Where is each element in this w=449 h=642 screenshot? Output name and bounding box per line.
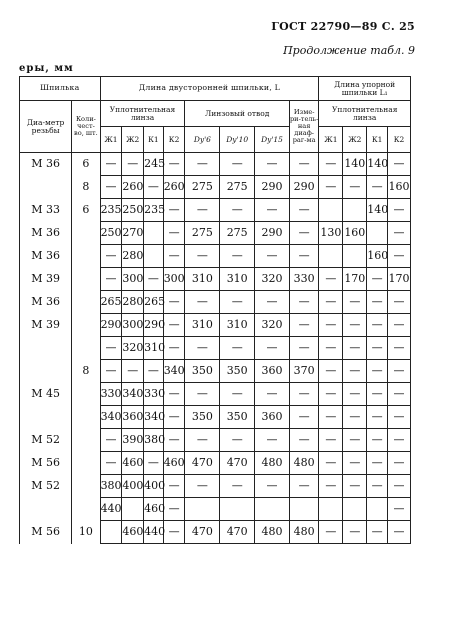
length-cell: 260 — [122, 176, 144, 199]
table-row — [20, 153, 411, 176]
length-cell: — — [367, 291, 388, 314]
length-cell: — — [100, 360, 122, 383]
length-cell: — — [367, 406, 388, 429]
length-cell: 360 — [255, 360, 290, 383]
thread-diameter-cell: М 56 — [20, 452, 72, 475]
table-body — [20, 153, 411, 544]
length-cell: — — [255, 429, 290, 452]
length-cell — [144, 245, 164, 268]
length-cell — [289, 498, 318, 521]
table-row — [20, 452, 411, 475]
length-cell: 470 — [220, 521, 255, 544]
subheader: Ж2 — [122, 127, 144, 153]
length-cell: — — [100, 337, 122, 360]
length-cell: 400 — [144, 475, 164, 498]
standard-number: ГОСТ 22790—89 С. 25 — [271, 20, 415, 33]
quantity-cell — [72, 314, 100, 337]
subheader: Ж2 — [343, 127, 367, 153]
thread-diameter-cell: М 52 — [20, 429, 72, 452]
thread-diameter-cell — [20, 406, 72, 429]
length-cell: — — [319, 337, 343, 360]
quantity-cell — [72, 498, 100, 521]
subheader: Ж1 — [319, 127, 343, 153]
length-cell: 250 — [122, 199, 144, 222]
length-cell: 275 — [220, 222, 255, 245]
length-cell: 275 — [185, 176, 220, 199]
sealing-lens-2-header: Уплотнительная линза — [319, 101, 411, 127]
length-cell: — — [289, 222, 318, 245]
quantity-cell: 6 — [72, 153, 100, 176]
length-cell: — — [367, 360, 388, 383]
thread-diameter-cell: М 56 — [20, 521, 72, 544]
length-cell: — — [255, 383, 290, 406]
length-cell: 300 — [163, 268, 185, 291]
length-cell: — — [100, 452, 122, 475]
length-cell: — — [255, 475, 290, 498]
length-cell: — — [367, 176, 388, 199]
length-cell: 235 — [144, 199, 164, 222]
thread-diameter-cell — [20, 360, 72, 383]
length-cell: 310 — [185, 268, 220, 291]
length-cell: — — [387, 521, 410, 544]
length-cell: 360 — [122, 406, 144, 429]
length-cell: — — [319, 452, 343, 475]
length-cell: — — [319, 406, 343, 429]
quantity-cell: 8 — [72, 360, 100, 383]
length-cell: — — [100, 153, 122, 176]
length-cell: 300 — [122, 314, 144, 337]
length-cell: 460 — [144, 498, 164, 521]
length-cell: — — [387, 452, 410, 475]
length-cell: — — [220, 429, 255, 452]
subheader: К1 — [367, 127, 388, 153]
length-cell — [122, 498, 144, 521]
length-cell: 460 — [122, 452, 144, 475]
length-cell — [367, 498, 388, 521]
length-cell: — — [220, 383, 255, 406]
quantity-cell — [72, 429, 100, 452]
length-cell: — — [163, 521, 185, 544]
length-cell: — — [255, 245, 290, 268]
length-cell: — — [185, 199, 220, 222]
sealing-lens-header: Уплотнительная линза — [100, 101, 185, 127]
length-cell — [343, 245, 367, 268]
length-cell: 290 — [255, 176, 290, 199]
length-cell: — — [144, 268, 164, 291]
length-cell: — — [343, 406, 367, 429]
length-cell: — — [319, 383, 343, 406]
thread-diameter-cell: М 52 — [20, 475, 72, 498]
units-caption: еры, мм — [19, 63, 74, 74]
length-cell: — — [289, 475, 318, 498]
length-cell: 140 — [367, 153, 388, 176]
length-cell: — — [100, 176, 122, 199]
thread-diameter-cell: М 39 — [20, 314, 72, 337]
length-cell: 340 — [163, 360, 185, 383]
subheader: К2 — [163, 127, 185, 153]
length-cell: — — [289, 199, 318, 222]
length-cell: — — [367, 268, 388, 291]
length-cell — [343, 199, 367, 222]
length-cell: — — [319, 153, 343, 176]
length-cell: 350 — [220, 406, 255, 429]
length-cell: 310 — [144, 337, 164, 360]
length-cell: — — [343, 429, 367, 452]
length-cell: 330 — [144, 383, 164, 406]
length-cell: 470 — [220, 452, 255, 475]
length-cell: 320 — [255, 268, 290, 291]
quantity-cell — [72, 337, 100, 360]
length-cell: 130 — [319, 222, 343, 245]
table-row — [20, 521, 411, 544]
length-cell: — — [387, 406, 410, 429]
length-cell: 235 — [100, 199, 122, 222]
length-cell: 380 — [100, 475, 122, 498]
length-cell: 140 — [343, 153, 367, 176]
table-row — [20, 314, 411, 337]
length-cell: — — [163, 245, 185, 268]
quantity-cell — [72, 406, 100, 429]
subheader: К2 — [387, 127, 410, 153]
length-cell: — — [185, 475, 220, 498]
length-cell: — — [163, 498, 185, 521]
thread-diameter-cell: М 33 — [20, 199, 72, 222]
length-cell: 300 — [122, 268, 144, 291]
length-cell: — — [144, 176, 164, 199]
length-cell: 310 — [220, 268, 255, 291]
length-cell: — — [144, 360, 164, 383]
length-cell: — — [387, 337, 410, 360]
length-cell: 340 — [122, 383, 144, 406]
length-cell: — — [319, 521, 343, 544]
length-cell: 480 — [289, 452, 318, 475]
length-cell: 370 — [289, 360, 318, 383]
length-cell: — — [367, 314, 388, 337]
length-cell: 270 — [122, 222, 144, 245]
length-cell — [319, 199, 343, 222]
quantity-cell — [72, 245, 100, 268]
thread-diameter-cell: М 36 — [20, 153, 72, 176]
length-cell: 460 — [122, 521, 144, 544]
length-cell: — — [289, 153, 318, 176]
measuring-diaphragm-header: Изме-ри-тель-ная диаф-раг-ма — [289, 101, 318, 153]
table-row — [20, 498, 411, 521]
table-row — [20, 337, 411, 360]
subheader: К1 — [144, 127, 164, 153]
length-cell: 245 — [144, 153, 164, 176]
length-cell: — — [255, 153, 290, 176]
length-cell: — — [220, 475, 255, 498]
length-cell: 340 — [100, 406, 122, 429]
length-cell — [319, 498, 343, 521]
length-cell — [185, 498, 220, 521]
length-cell: — — [387, 475, 410, 498]
length-cell: 310 — [220, 314, 255, 337]
table-row — [20, 360, 411, 383]
length-cell: 440 — [144, 521, 164, 544]
thread-diameter-cell — [20, 176, 72, 199]
length-cell: 250 — [100, 222, 122, 245]
length-cell: 160 — [343, 222, 367, 245]
length-cell: — — [289, 245, 318, 268]
table-row — [20, 429, 411, 452]
length-cell: — — [367, 452, 388, 475]
length-cell: — — [255, 337, 290, 360]
table-continuation-label: Продолжение табл. 9 — [283, 44, 415, 57]
length-cell: 460 — [163, 452, 185, 475]
thread-diameter-cell: М 36 — [20, 222, 72, 245]
thread-diameter-cell: М 36 — [20, 291, 72, 314]
length-cell: — — [387, 222, 410, 245]
length-cell: — — [387, 383, 410, 406]
subheader: Dy'15 — [255, 127, 290, 153]
length-cell: — — [100, 429, 122, 452]
table-row — [20, 245, 411, 268]
quantity-cell — [72, 268, 100, 291]
subheader: Dy'6 — [185, 127, 220, 153]
table-row — [20, 268, 411, 291]
length-cell: — — [163, 406, 185, 429]
length-cell: 160 — [387, 176, 410, 199]
length-cell: 140 — [367, 199, 388, 222]
length-cell: — — [343, 475, 367, 498]
length-cell — [367, 222, 388, 245]
length-cell: — — [163, 383, 185, 406]
length-cell: 340 — [144, 406, 164, 429]
length-cell — [100, 521, 122, 544]
length-cell: — — [343, 383, 367, 406]
length-cell: 275 — [185, 222, 220, 245]
thread-diameter-cell: М 45 — [20, 383, 72, 406]
length-cell: — — [319, 176, 343, 199]
length-cell: — — [100, 245, 122, 268]
length-cell: — — [289, 406, 318, 429]
length-cell: 290 — [289, 176, 318, 199]
length-cell: — — [289, 383, 318, 406]
length-cell: — — [367, 429, 388, 452]
thread-diameter-cell: М 36 — [20, 245, 72, 268]
length-cell: 350 — [220, 360, 255, 383]
length-cell: — — [255, 291, 290, 314]
length-cell: — — [387, 153, 410, 176]
length-cell: — — [163, 222, 185, 245]
length-cell: — — [387, 245, 410, 268]
length-cell: — — [387, 291, 410, 314]
stud-length-table — [19, 76, 411, 544]
length-cell: — — [122, 360, 144, 383]
length-cell: — — [185, 153, 220, 176]
length-cell: — — [387, 498, 410, 521]
length-cell: — — [319, 314, 343, 337]
length-cell: 290 — [255, 222, 290, 245]
lens-branch-header: Линзовый отвод — [185, 101, 289, 127]
subheader: Dy'10 — [220, 127, 255, 153]
thread-diameter-cell: М 39 — [20, 268, 72, 291]
length-cell: — — [122, 153, 144, 176]
quantity-header: Коли-чест-во, шт. — [72, 101, 100, 153]
table-row — [20, 383, 411, 406]
length-cell: — — [185, 383, 220, 406]
length-cell: 170 — [343, 268, 367, 291]
table-row — [20, 406, 411, 429]
length-cell: 290 — [144, 314, 164, 337]
length-cell: — — [289, 291, 318, 314]
length-cell: 330 — [289, 268, 318, 291]
length-cell: — — [343, 291, 367, 314]
length-cell: — — [387, 199, 410, 222]
length-cell: — — [289, 429, 318, 452]
length-cell: — — [163, 429, 185, 452]
length-cell: — — [289, 337, 318, 360]
length-cell: — — [163, 153, 185, 176]
length-cell: 320 — [122, 337, 144, 360]
length-cell: — — [163, 337, 185, 360]
length-cell: 400 — [122, 475, 144, 498]
table-row — [20, 291, 411, 314]
length-cell: 330 — [100, 383, 122, 406]
length-cell: 290 — [100, 314, 122, 337]
length-cell: — — [220, 199, 255, 222]
length-cell: — — [185, 245, 220, 268]
length-cell: — — [387, 429, 410, 452]
length-cell: 280 — [122, 291, 144, 314]
length-cell — [343, 498, 367, 521]
table-row — [20, 199, 411, 222]
length-cell: — — [343, 452, 367, 475]
length-cell: — — [185, 291, 220, 314]
length-cell: 390 — [122, 429, 144, 452]
table-row — [20, 176, 411, 199]
length-cell: — — [319, 429, 343, 452]
length-cell — [144, 222, 164, 245]
length-cell: — — [144, 452, 164, 475]
length-cell: 265 — [100, 291, 122, 314]
thread-diameter-cell — [20, 498, 72, 521]
length-cell: 480 — [255, 521, 290, 544]
quantity-cell — [72, 475, 100, 498]
length-cell: — — [367, 383, 388, 406]
length-cell: — — [343, 360, 367, 383]
quantity-cell — [72, 452, 100, 475]
length-cell — [319, 245, 343, 268]
quantity-cell: 6 — [72, 199, 100, 222]
length-cell: — — [367, 475, 388, 498]
length-cell: 320 — [255, 314, 290, 337]
table-row — [20, 475, 411, 498]
length-cell: 350 — [185, 360, 220, 383]
length-cell: 470 — [185, 521, 220, 544]
length-cell: 275 — [220, 176, 255, 199]
length-cell: — — [163, 199, 185, 222]
length-cell: — — [367, 521, 388, 544]
length-cell: 380 — [144, 429, 164, 452]
thread-diameter-header: Диа-метр резьбы — [20, 101, 72, 153]
quantity-cell: 8 — [72, 176, 100, 199]
length-cell: — — [367, 337, 388, 360]
subheader: Ж1 — [100, 127, 122, 153]
length-cell: 310 — [185, 314, 220, 337]
length-cell: — — [387, 360, 410, 383]
length-cell: 260 — [163, 176, 185, 199]
length-cell: — — [319, 291, 343, 314]
length-cell: — — [185, 429, 220, 452]
length-cell: — — [343, 176, 367, 199]
double-stud-length-header: Длина двусторонней шпильки, L — [100, 77, 319, 101]
length-cell — [255, 498, 290, 521]
length-cell: — — [319, 360, 343, 383]
length-cell: 280 — [122, 245, 144, 268]
length-cell: — — [185, 337, 220, 360]
length-cell: 470 — [185, 452, 220, 475]
stud-header: Шпилька — [20, 77, 101, 101]
length-cell: 360 — [255, 406, 290, 429]
length-cell: — — [343, 337, 367, 360]
length-cell: — — [343, 521, 367, 544]
quantity-cell — [72, 222, 100, 245]
length-cell: 480 — [255, 452, 290, 475]
length-cell: — — [220, 153, 255, 176]
length-cell: — — [343, 314, 367, 337]
length-cell: — — [319, 475, 343, 498]
length-cell: — — [255, 199, 290, 222]
length-cell: — — [100, 268, 122, 291]
quantity-cell: 10 — [72, 521, 100, 544]
length-cell: — — [387, 314, 410, 337]
length-cell: — — [220, 245, 255, 268]
length-cell: — — [289, 314, 318, 337]
thread-diameter-cell — [20, 337, 72, 360]
length-cell: — — [163, 475, 185, 498]
length-cell: 170 — [387, 268, 410, 291]
table-row — [20, 222, 411, 245]
length-cell — [220, 498, 255, 521]
length-cell: 265 — [144, 291, 164, 314]
length-cell: — — [163, 291, 185, 314]
length-cell: — — [319, 268, 343, 291]
length-cell: 350 — [185, 406, 220, 429]
quantity-cell — [72, 291, 100, 314]
length-cell: — — [220, 291, 255, 314]
quantity-cell — [72, 383, 100, 406]
length-cell: 160 — [367, 245, 388, 268]
stop-stud-length-header: Длина упорной шпильки L₁ — [319, 77, 411, 101]
length-cell: 440 — [100, 498, 122, 521]
length-cell: 480 — [289, 521, 318, 544]
length-cell: — — [220, 337, 255, 360]
length-cell: — — [163, 314, 185, 337]
